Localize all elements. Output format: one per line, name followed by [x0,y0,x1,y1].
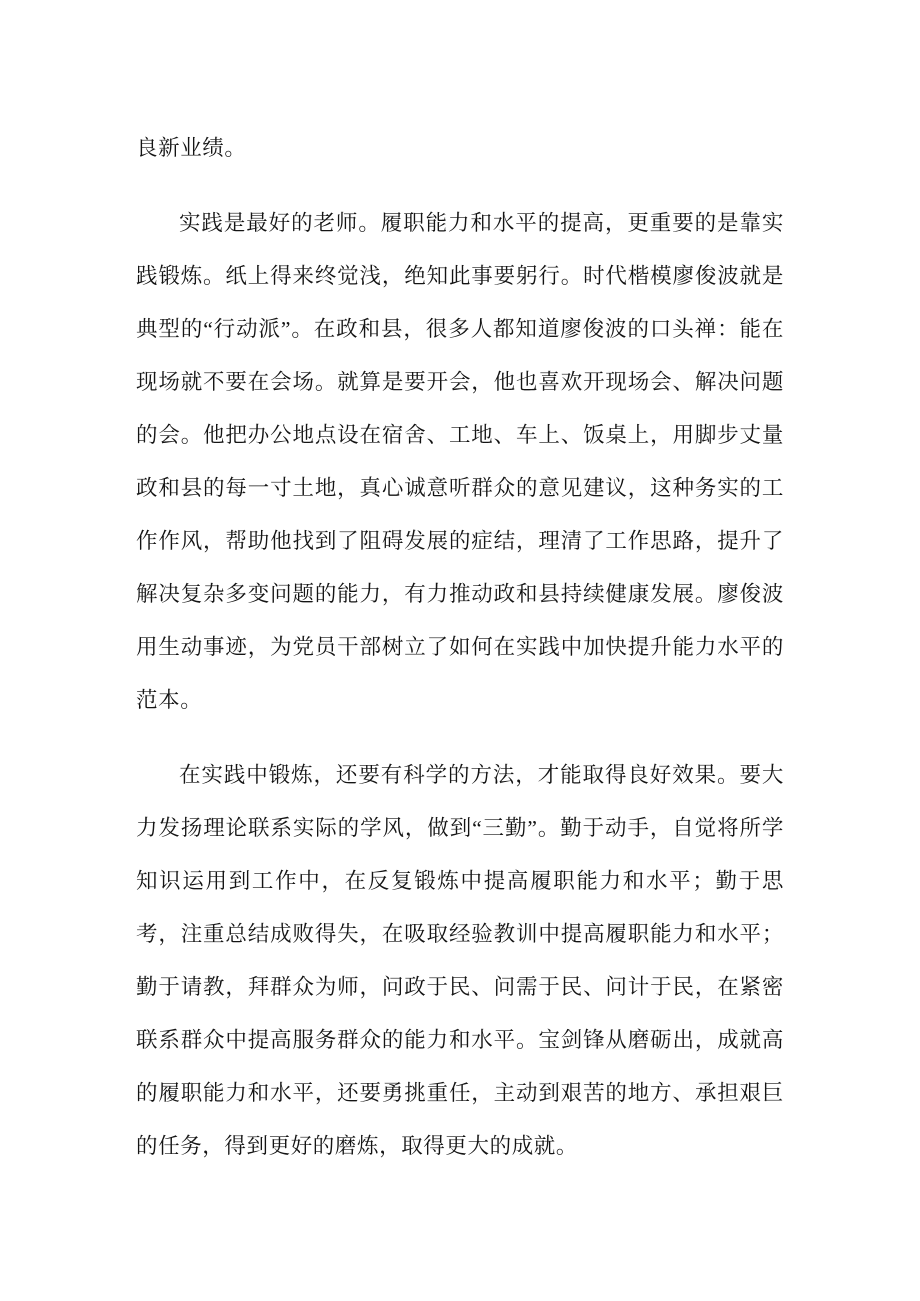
document-body [136,122,784,1173]
paragraph-1: 良新业绩。 [136,136,247,160]
paragraph-2: 实践是最好的老师。履职能力和水平的提高，更重要的是靠实践锻炼。纸上得来终觉浅，绝知此事要躬行。时代楷模廖俊波就是典型的“行动派”。在政和县，很多人都知道廖俊波的口头禅：能在现场就不要在会场。就算是要开会，他也喜欢开现场会、解决问题的会。他把办公地点设在宿舍、工地、车上、饭桌上，用脚步丈量政和县的每一寸土地，真心诚意听群众的意见建议，这种务实的工作作风，帮助他找到了阻碍发展的症结，理清了工作思路，提升了解决复杂多变问题的能力，有力推动政和县持续健康发展。廖俊波用生动事迹，为党员干部树立了如何在实践中加快提升能力水平的范本。 [136,211,784,712]
paragraph-3: 在实践中锻炼，还要有科学的方法，才能取得良好效果。要大力发扬理论联系实际的学风，做到“三勤”。勤于动手，自觉将所学知识运用到工作中，在反复锻炼中提高履职能力和水平；勤于思考，注重总结成败得失，在吸取经验教训中提高履职能力和水平；勤于请教，拜群众为师，问政于民、问需于民、问计于民，在紧密联系群众中提高服务群众的能力和水平。宝剑锋从磨砺出，成就高的履职能力和水平，还要勇挑重任，主动到艰苦的地方、承担艰巨的任务，得到更好的磨炼，取得更大的成就。 [136,763,784,1158]
